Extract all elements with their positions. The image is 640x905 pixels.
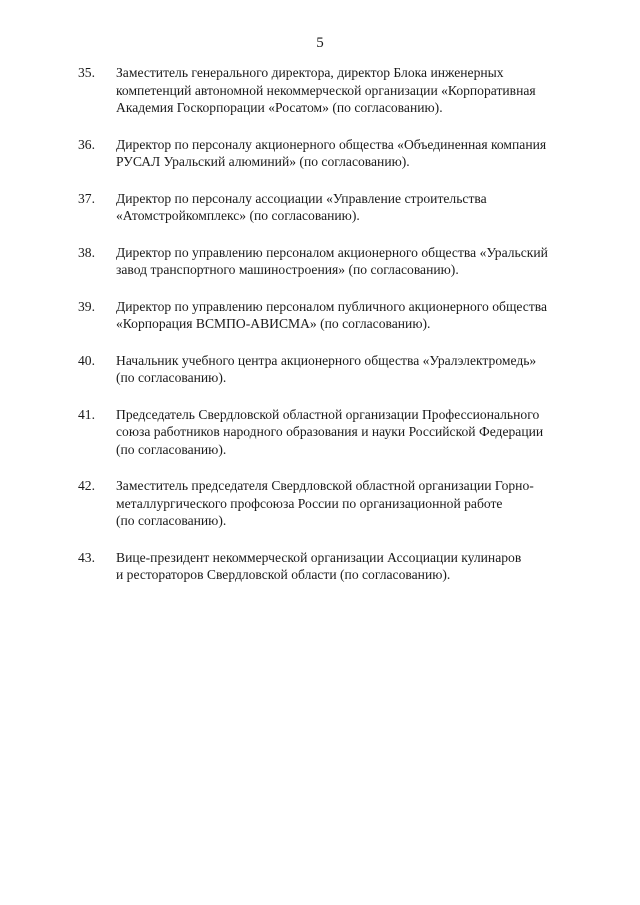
- item-line: Академия Госкорпорации «Росатом» (по согласованию).: [116, 100, 443, 115]
- item-line: союза работников народного образования и науки Российской Федерации: [116, 424, 544, 439]
- list-item-41: [78, 406, 602, 459]
- item-text: [116, 406, 602, 459]
- item-text: [116, 244, 602, 279]
- item-line: компетенций автономной некоммерческой организации «Корпоративная: [116, 82, 536, 98]
- item-line: Заместитель председателя Свердловской областной организации Горно-: [116, 478, 534, 493]
- list-item-40: [78, 352, 602, 387]
- list-item-39: [78, 298, 602, 333]
- item-number: 38.: [78, 244, 95, 260]
- item-number: 36.: [78, 136, 95, 152]
- item-line: РУСАЛ Уральский алюминий» (по согласованию).: [116, 154, 410, 169]
- item-line: «Атомстройкомплекс» (по согласованию).: [116, 208, 360, 223]
- item-line: Начальник учебного центра акционерного общества «Уралэлектромедь»: [116, 352, 537, 368]
- page-number: 5: [316, 35, 324, 51]
- item-line: (по согласованию).: [116, 513, 227, 528]
- item-text: [116, 477, 602, 530]
- item-line: Заместитель генерального директора, директор Блока инженерных: [116, 65, 504, 80]
- item-number: 35.: [78, 65, 95, 80]
- list-item-35: [78, 64, 602, 117]
- item-text: [116, 190, 602, 225]
- item-line: Директор по управлению персоналом публичного акционерного общества: [116, 298, 548, 314]
- item-line: Директор по персоналу ассоциации «Управление строительства: [116, 190, 487, 206]
- item-line: и рестораторов Свердловской области (по согласованию).: [116, 567, 451, 582]
- item-line: Директор по персоналу акционерного общества «Объединенная компания: [116, 136, 547, 152]
- item-number: 39.: [78, 298, 95, 314]
- item-text: [116, 136, 602, 171]
- item-line: Председатель Свердловской областной организации Профессионального: [116, 406, 540, 422]
- item-number: 43.: [78, 549, 95, 565]
- item-line: «Корпорация ВСМПО-АВИСМА» (по согласованию).: [116, 316, 431, 331]
- item-number: 40.: [78, 352, 95, 368]
- item-text: [116, 64, 602, 117]
- list-item-38: [78, 244, 602, 279]
- list-item-43: [78, 549, 602, 584]
- item-number: 37.: [78, 190, 95, 206]
- list-item-37: [78, 190, 602, 225]
- item-text: [116, 352, 602, 387]
- item-number: 42.: [78, 478, 95, 493]
- numbered-list: [78, 64, 602, 603]
- item-text: [116, 549, 602, 584]
- item-number: 41.: [78, 406, 95, 422]
- item-line: Вице-президент некоммерческой организации Ассоциации кулинаров: [116, 549, 522, 565]
- item-line: металлургического профсоюза России по организационной работе: [116, 495, 503, 511]
- item-line: завод транспортного машиностроения» (по согласованию).: [116, 262, 459, 277]
- item-line: Директор по управлению персоналом акционерного общества «Уральский: [116, 244, 548, 260]
- item-line: (по согласованию).: [116, 370, 227, 385]
- list-item-36: [78, 136, 602, 171]
- item-text: [116, 298, 602, 333]
- item-line: (по согласованию).: [116, 441, 227, 457]
- list-item-42: [78, 477, 602, 530]
